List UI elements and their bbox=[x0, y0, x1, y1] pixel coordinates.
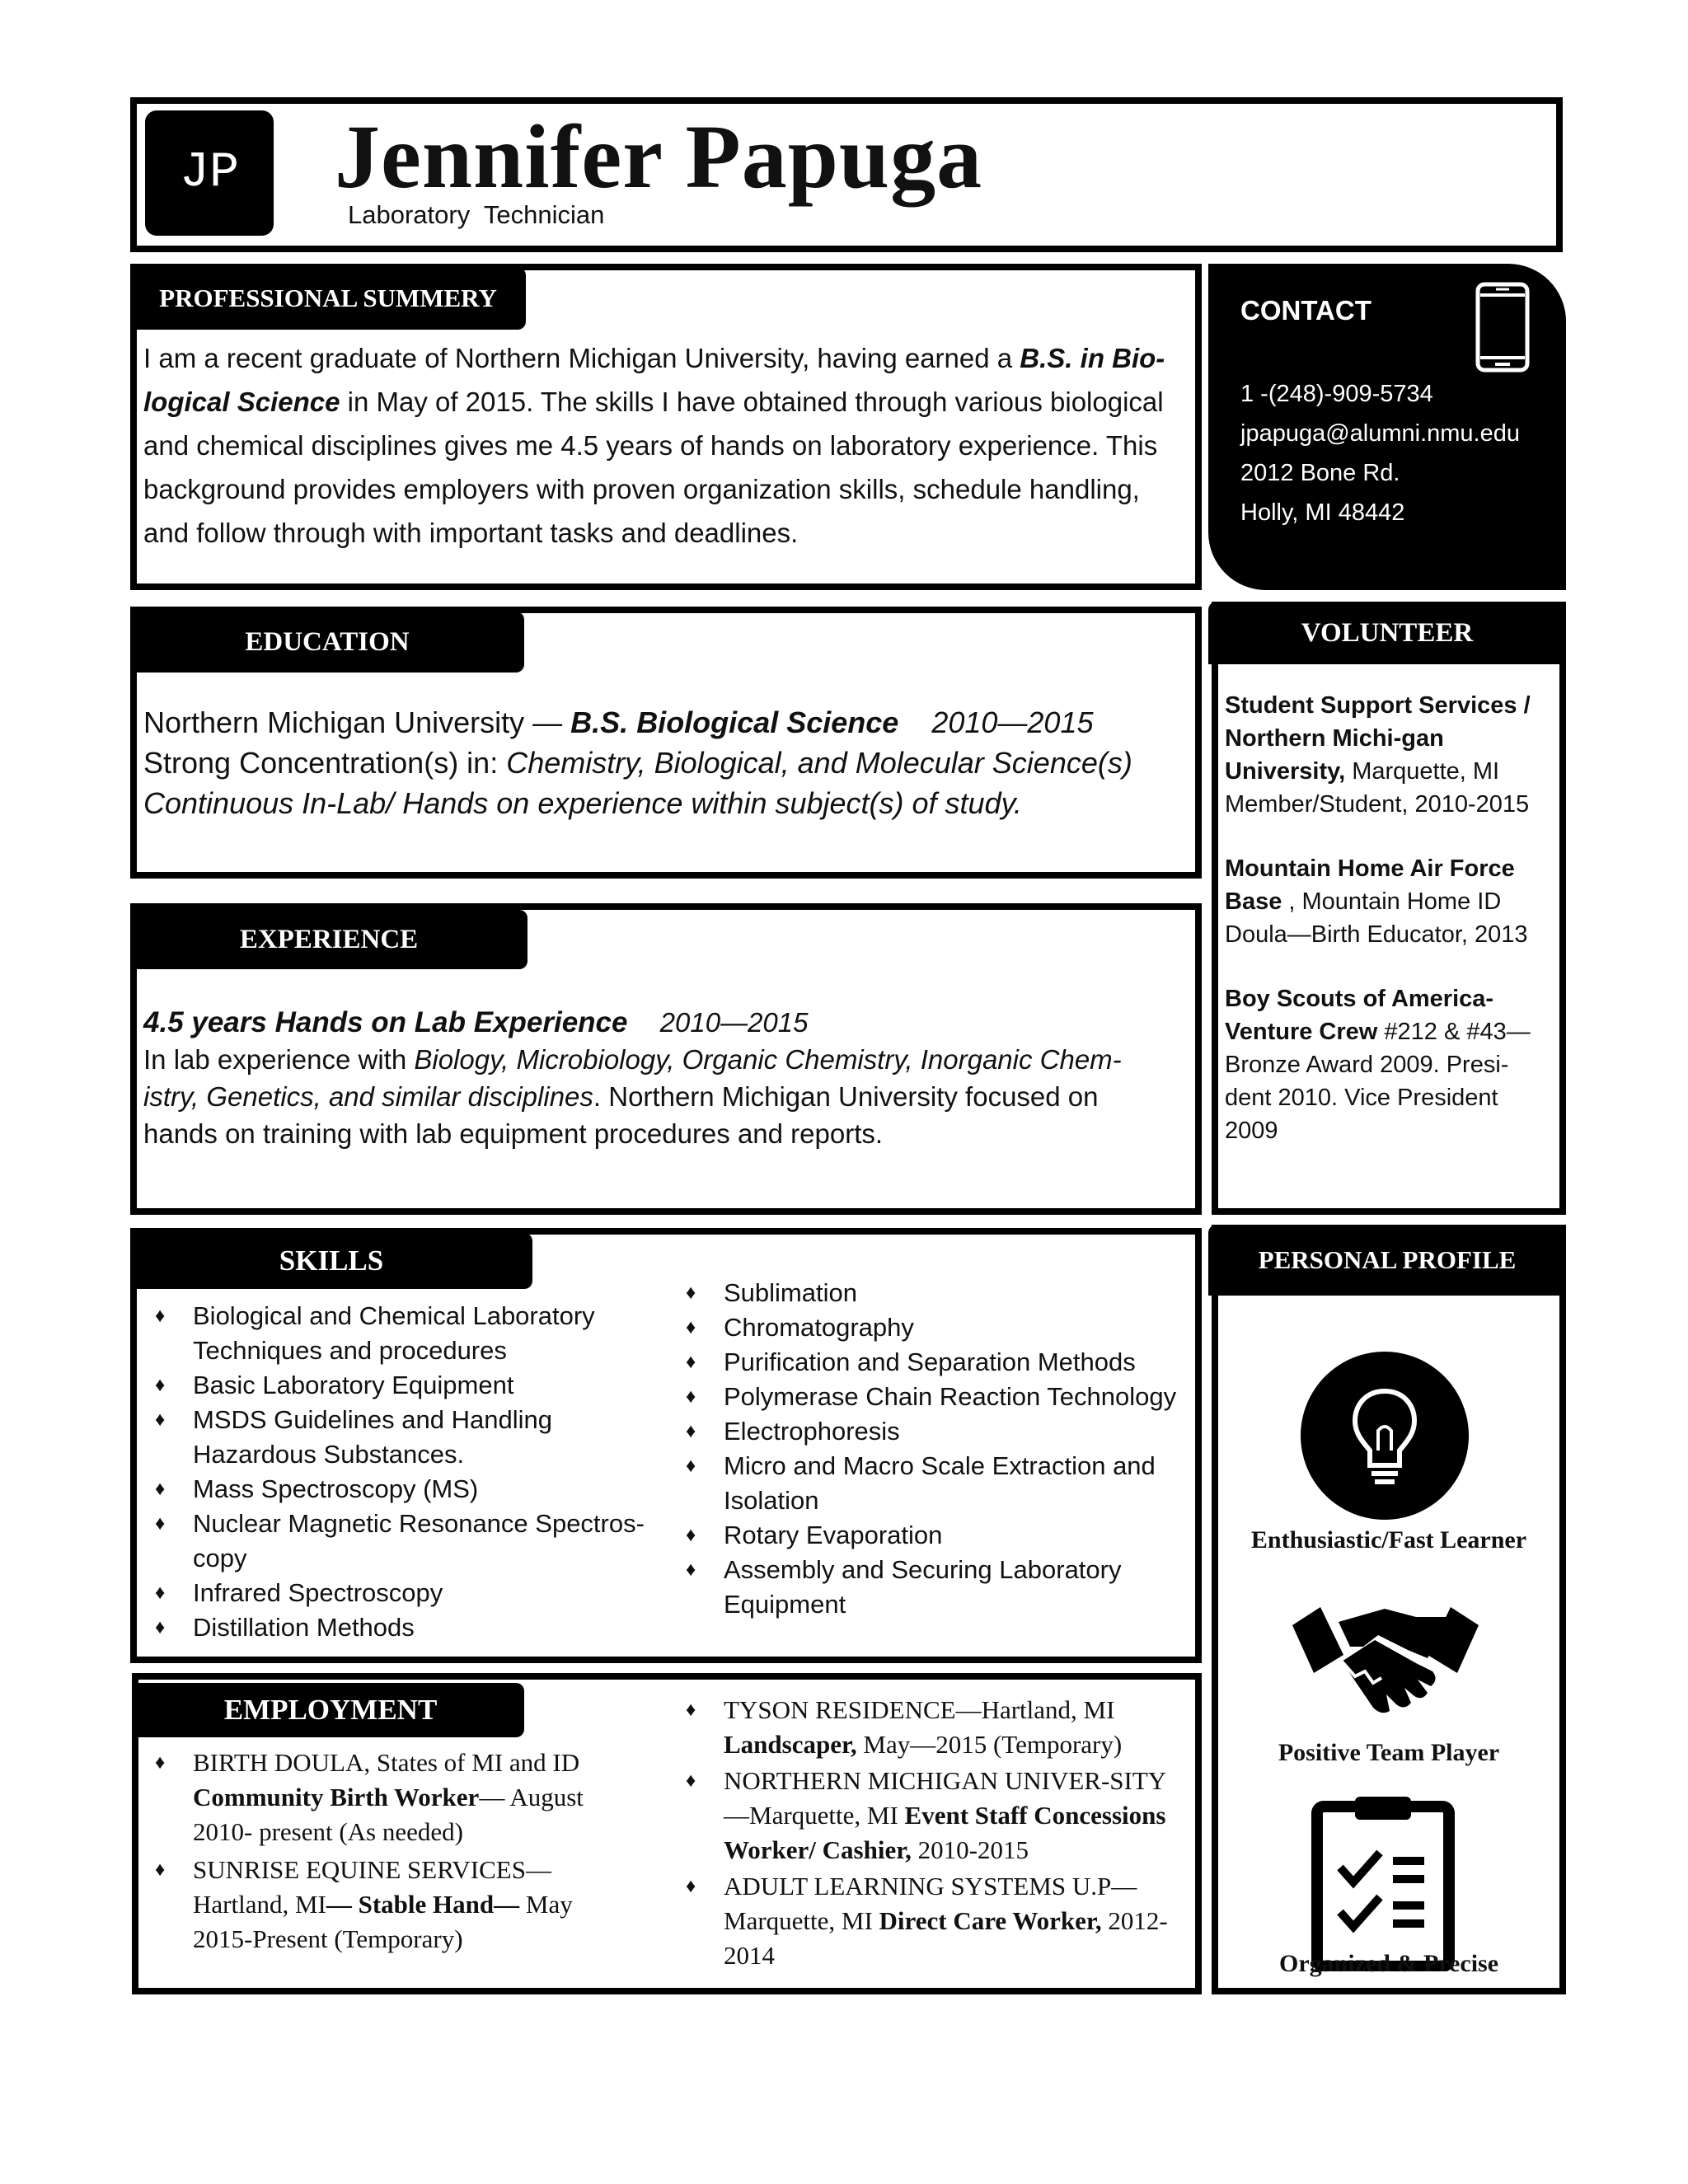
employment-item: ♦ BIRTH DOULA, States of MI and ID Community Birth Worker— August 2010- present (As needed) bbox=[143, 1746, 638, 1849]
skill-item: ♦ MSDS Guidelines and Handling Hazardous Substances. bbox=[143, 1403, 663, 1472]
experience-heading: EXPERIENCE bbox=[130, 910, 528, 969]
volunteer-item: Boy Scouts of America-Venture Crew #212 & #43—Bronze Award 2009. Presi-dent 2010. Vice President 2009 bbox=[1225, 986, 1531, 1144]
experience-description: In lab experience with Biology, Microbiology, Organic Chemistry, Inorganic Chem-istry, Genetics, and similar disciplines. Northern Michigan University focused on hands on training with lab equipment procedures and reports. bbox=[143, 1044, 1122, 1149]
contact-city: Holly, MI 48442 bbox=[1240, 499, 1405, 526]
contact-phone[interactable]: 1 -(248)-909-5734 bbox=[1240, 381, 1433, 407]
skill-item: ♦ Electrophoresis bbox=[674, 1414, 1193, 1449]
volunteer-item: Mountain Home Air Force Base , Mountain Home ID Doula—Birth Educator, 2013 bbox=[1225, 855, 1528, 948]
skill-item: ♦ Micro and Macro Scale Extraction and Isolation bbox=[674, 1449, 1193, 1518]
profile-heading: PERSONAL PROFILE bbox=[1208, 1225, 1566, 1296]
trait-label: Enthusiastic/Fast Learner bbox=[1250, 1526, 1527, 1554]
experience-text bbox=[143, 1004, 1157, 1152]
summary-heading: PROFESSIONAL SUMMERY bbox=[130, 267, 526, 330]
contact-street: 2012 Bone Rd. bbox=[1240, 460, 1400, 486]
skill-item: ♦ Purification and Separation Methods bbox=[674, 1345, 1193, 1380]
lightbulb-icon bbox=[1301, 1352, 1469, 1520]
job-title: Laboratory Technician bbox=[348, 200, 605, 229]
contact-heading: CONTACT bbox=[1240, 295, 1372, 326]
skill-item: ♦ Mass Spectroscopy (MS) bbox=[143, 1472, 663, 1507]
skill-item: ♦ Distillation Methods bbox=[143, 1610, 663, 1645]
education-concentration: Strong Concentration(s) in: Chemistry, Biological, and Molecular Science(s) bbox=[143, 746, 1132, 780]
skills-right-column bbox=[674, 1276, 1193, 1622]
volunteer-list bbox=[1225, 689, 1548, 1179]
employment-left-column bbox=[143, 1746, 638, 1957]
phone-icon bbox=[1475, 282, 1530, 373]
skill-item: ♦ Sublimation bbox=[674, 1276, 1193, 1310]
skills-left-column bbox=[143, 1299, 663, 1645]
summary-text: I am a recent graduate of Northern Michigan University, having earned a B.S. in Bio- logical Science in May of 2015. The skills I have obtained through various biological and chemical disciplines gives me 4.5 years of hands on laboratory experience. This background provides employers with proven organization skills, schedule handling, and follow through with important tasks and deadlines. bbox=[143, 343, 1165, 548]
trait-label: Positive Team Player bbox=[1278, 1739, 1500, 1766]
skill-item: ♦ Rotary Evaporation bbox=[674, 1518, 1193, 1553]
employment-item: ♦ ADULT LEARNING SYSTEMS U.P—Marquette, MI Direct Care Worker, 2012-2014 bbox=[674, 1869, 1185, 1973]
employment-heading: EMPLOYMENT bbox=[137, 1683, 524, 1737]
handshake-icon bbox=[1292, 1592, 1479, 1729]
skill-item: ♦ Chromatography bbox=[674, 1310, 1193, 1345]
skill-item: ♦ Nuclear Magnetic Resonance Spectros-copy bbox=[143, 1507, 663, 1576]
education-text bbox=[143, 702, 1190, 823]
skill-item: ♦ Polymerase Chain Reaction Technology bbox=[674, 1380, 1193, 1414]
skills-heading: SKILLS bbox=[130, 1233, 532, 1289]
experience-title-line: 4.5 years Hands on Lab Experience 2010—2015 bbox=[143, 1006, 809, 1038]
contact-email[interactable]: jpapuga@alumni.nmu.edu bbox=[1240, 420, 1520, 447]
skill-item: ♦ Infrared Spectroscopy bbox=[143, 1576, 663, 1610]
trait-label: Organized & Precise bbox=[1278, 1950, 1499, 1977]
education-degree-line: Northern Michigan University — B.S. Biological Science 2010—2015 bbox=[143, 705, 1094, 739]
contact-details bbox=[1240, 374, 1562, 532]
monogram-badge bbox=[145, 110, 274, 236]
employment-right-column bbox=[674, 1693, 1185, 1973]
monogram-text: JP bbox=[179, 145, 239, 201]
candidate-name: Jennifer Papuga bbox=[335, 106, 983, 207]
skill-item: ♦ Basic Laboratory Equipment bbox=[143, 1368, 663, 1403]
skill-item: ♦ Biological and Chemical Laboratory Techniques and procedures bbox=[143, 1299, 663, 1368]
education-note: Continuous In-Lab/ Hands on experience within subject(s) of study. bbox=[143, 786, 1022, 820]
employment-item: ♦ NORTHERN MICHIGAN UNIVER-SITY—Marquette, MI Event Staff Concessions Worker/ Cashier, 2010-2015 bbox=[674, 1764, 1185, 1868]
volunteer-heading: VOLUNTEER bbox=[1208, 602, 1566, 664]
volunteer-item: Student Support Services / Northern Michi-gan University, Marquette, MI Member/Student, 2010-2015 bbox=[1225, 692, 1531, 818]
employment-item: ♦ TYSON RESIDENCE—Hartland, MI Landscaper, May—2015 (Temporary) bbox=[674, 1693, 1185, 1762]
checklist-icon bbox=[1311, 1795, 1456, 1971]
employment-item: ♦ SUNRISE EQUINE SERVICES— Hartland, MI— Stable Hand— May 2015-Present (Temporary) bbox=[143, 1853, 638, 1957]
skill-item: ♦ Assembly and Securing Laboratory Equipment bbox=[674, 1553, 1193, 1622]
education-heading: EDUCATION bbox=[130, 612, 524, 673]
